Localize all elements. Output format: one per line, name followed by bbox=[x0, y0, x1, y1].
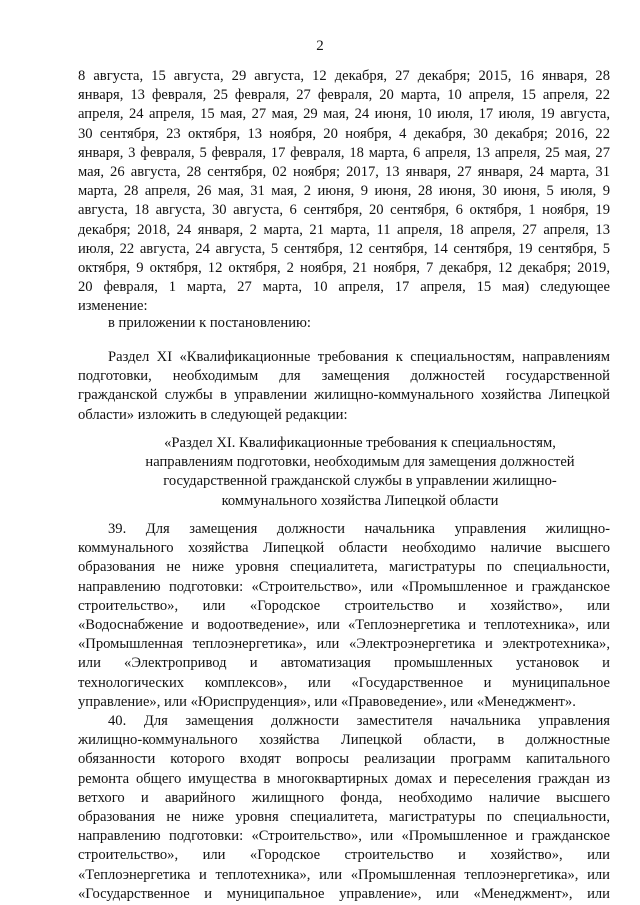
text-line: направлению подготовки: «Строительство», или «Промышленное и гражданское bbox=[78, 578, 610, 595]
heading-line: «Раздел XI. Квалификационные требования к специальностям, bbox=[164, 435, 556, 451]
paragraph-40 bbox=[78, 712, 610, 904]
text-line: изменение: bbox=[78, 298, 148, 315]
heading-line: направлениям подготовки, необходимым для замещения должностей bbox=[145, 454, 575, 471]
text-line: «Промышленная теплоэнергетика», или «Электроэнергетика и электротехника», bbox=[78, 636, 610, 653]
heading-line: государственной гражданской службы в управлении жилищно- bbox=[163, 473, 557, 490]
text-line: января, 13 февраля, 25 февраля, 27 февраля, 20 марта, 10 апреля, 15 апреля, 22 bbox=[78, 87, 610, 104]
text-line: 8 августа, 15 августа, 29 августа, 12 декабря, 27 декабря; 2015, 16 января, 28 bbox=[78, 68, 610, 84]
appendix-paragraph bbox=[78, 314, 610, 333]
text-line: апреля, 24 апреля, 15 мая, 27 мая, 29 мая, 24 июня, 10 июля, 17 июля, 19 августа, bbox=[78, 106, 610, 123]
text-line: декабря; 2018, 24 января, 2 марта, 21 марта, 11 апреля, 18 апреля, 27 апреля, 13 bbox=[78, 221, 610, 238]
text-line: строительство», или «Городское строительство и хозяйство», или bbox=[78, 597, 610, 614]
intro-paragraph bbox=[78, 67, 610, 317]
text-line: 39. Для замещения должности начальника управления жилищно- bbox=[108, 521, 610, 537]
section-paragraph bbox=[78, 348, 610, 425]
text-line: октября, 9 октября, 12 октября, 2 ноября, 21 ноября, 7 декабря, 12 декабря; 2019, bbox=[78, 260, 610, 277]
text-line: обязанности которого входят вопросы реализации программ капитального bbox=[78, 751, 610, 768]
text-line: управление», или «Юриспруденция», или «Правоведение», или «Менеджмент». bbox=[78, 693, 576, 710]
text-line: 30 сентября, 23 октября, 13 ноября, 20 ноября, 4 декабря, 30 декабря; 2016, 22 bbox=[78, 125, 610, 142]
text-line: в приложении к постановлению: bbox=[108, 315, 311, 331]
text-line: подготовки, необходимым для замещения должностей государственной bbox=[78, 368, 610, 385]
text-line: 40. Для замещения должности заместителя начальника управления bbox=[108, 713, 610, 729]
text-line: коммунального хозяйства Липецкой области необходимо наличие высшего bbox=[78, 540, 610, 557]
text-line: гражданской службы в управлении жилищно-коммунального хозяйства Липецкой bbox=[78, 387, 610, 404]
page-number: 2 bbox=[316, 38, 324, 54]
text-line: января, 3 февраля, 5 февраля, 17 февраля, 18 марта, 6 апреля, 13 апреля, 25 мая, 27 bbox=[78, 144, 610, 161]
text-line: «Теплоэнергетика и теплотехника», или «Промышленная теплоэнергетика», или bbox=[78, 866, 610, 883]
text-line: образования не ниже уровня специалитета, магистратуры по специальности, bbox=[78, 559, 610, 576]
text-line: жилищно-коммунального хозяйства Липецкой области, в должностные bbox=[78, 732, 610, 749]
text-line: Раздел XI «Квалификационные требования к специальностям, направлениям bbox=[108, 349, 610, 365]
text-line: технологических комплексов», или «Государственное и муниципальное bbox=[78, 674, 610, 691]
section-heading bbox=[110, 434, 610, 511]
text-line: ветхого и аварийного жилищного фонда, необходимо наличие высшего bbox=[78, 789, 610, 806]
text-line: июля, 22 августа, 24 августа, 5 сентября, 12 сентября, 14 сентября, 19 сентября, 5 bbox=[78, 240, 610, 257]
text-line: августа, 18 августа, 30 августа, 6 сентября, 20 сентября, 6 октября, 1 ноября, 19 bbox=[78, 202, 610, 219]
text-line: направлению подготовки: «Строительство», или «Промышленное и гражданское bbox=[78, 828, 610, 845]
text-line: «Государственное и муниципальное управление», или «Менеджмент», или bbox=[78, 885, 610, 902]
text-line: ремонта общего имущества в многоквартирных домах и переселения граждан из bbox=[78, 770, 610, 787]
text-line: марта, 28 апреля, 26 мая, 31 мая, 2 июня, 9 июня, 28 июня, 30 июня, 5 июля, 9 bbox=[78, 183, 610, 200]
text-line: «Водоснабжение и водоотведение», или «Теплоэнергетика и теплотехника», или bbox=[78, 617, 610, 634]
heading-line: коммунального хозяйства Липецкой области bbox=[221, 492, 499, 509]
paragraph-39 bbox=[78, 520, 610, 712]
text-line: или «Электропривод и автоматизация промышленных установок и bbox=[78, 655, 610, 672]
text-line: образования не ниже уровня специалитета, магистратуры по специальности, bbox=[78, 809, 610, 826]
text-line: мая, 26 августа, 28 сентября, 02 ноября; 2017, 13 января, 27 января, 24 марта, 31 bbox=[78, 164, 610, 181]
text-line: строительство», или «Городское строительство и хозяйство», или bbox=[78, 847, 610, 864]
text-line: области» изложить в следующей редакции: bbox=[78, 406, 348, 423]
text-line: 20 февраля, 1 марта, 27 марта, 10 апреля, 17 апреля, 15 мая) следующее bbox=[78, 279, 610, 296]
